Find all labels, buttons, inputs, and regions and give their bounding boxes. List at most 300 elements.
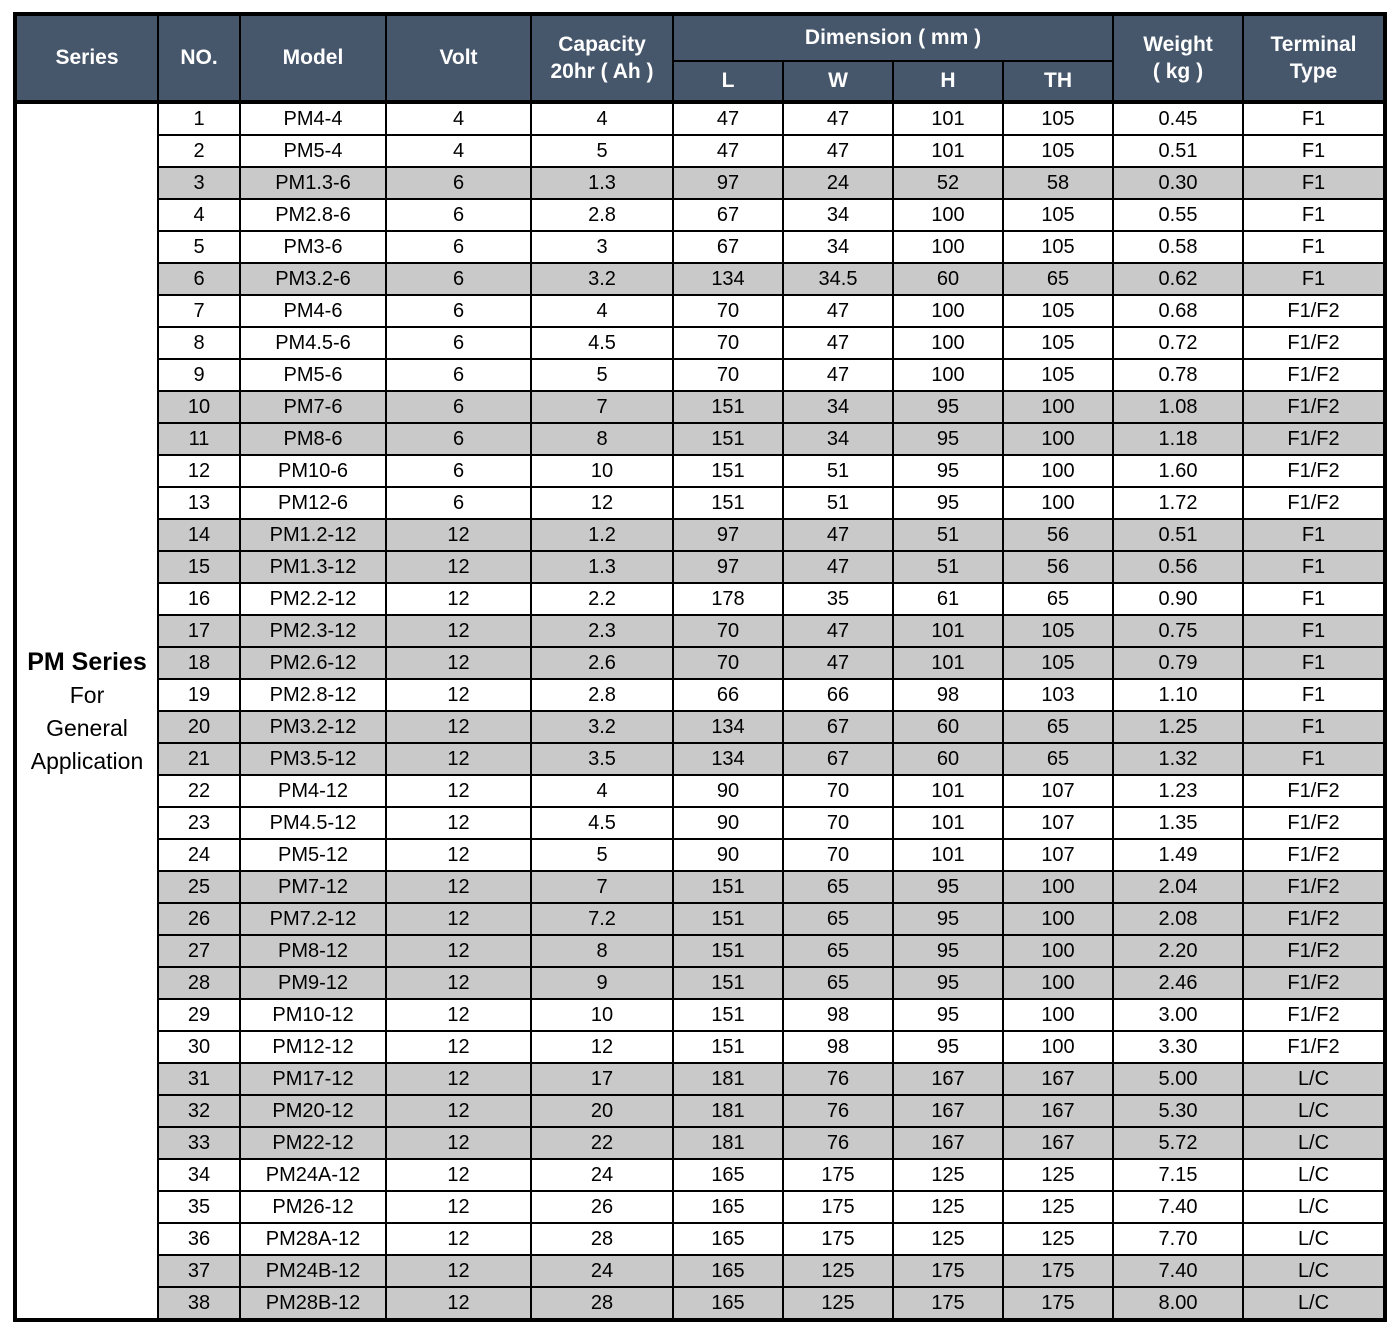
- cell-h: 100: [893, 359, 1003, 391]
- cell-volt: 12: [386, 1191, 531, 1223]
- cell-model: PM2.6-12: [240, 647, 386, 679]
- cell-l: 165: [673, 1191, 783, 1223]
- cell-weight: 7.40: [1113, 1191, 1243, 1223]
- cell-l: 178: [673, 583, 783, 615]
- table-row: [15, 102, 1385, 135]
- cell-capacity: 24: [531, 1255, 673, 1287]
- cell-no: 8: [158, 327, 240, 359]
- cell-terminal: F1: [1243, 102, 1385, 135]
- cell-model: PM8-12: [240, 935, 386, 967]
- cell-capacity: 26: [531, 1191, 673, 1223]
- cell-h: 175: [893, 1287, 1003, 1320]
- cell-terminal: F1/F2: [1243, 295, 1385, 327]
- cell-h: 95: [893, 967, 1003, 999]
- cell-terminal: F1: [1243, 199, 1385, 231]
- cell-capacity: 9: [531, 967, 673, 999]
- cell-no: 27: [158, 935, 240, 967]
- cell-weight: 7.15: [1113, 1159, 1243, 1191]
- cell-th: 100: [1003, 999, 1113, 1031]
- cell-volt: 12: [386, 647, 531, 679]
- cell-h: 98: [893, 679, 1003, 711]
- cell-weight: 5.00: [1113, 1063, 1243, 1095]
- cell-l: 47: [673, 102, 783, 135]
- cell-th: 103: [1003, 679, 1113, 711]
- cell-h: 100: [893, 295, 1003, 327]
- cell-h: 95: [893, 455, 1003, 487]
- cell-w: 47: [783, 359, 893, 391]
- cell-th: 56: [1003, 551, 1113, 583]
- cell-volt: 6: [386, 455, 531, 487]
- cell-volt: 12: [386, 999, 531, 1031]
- cell-th: 100: [1003, 423, 1113, 455]
- table-row: [15, 231, 1385, 263]
- cell-no: 28: [158, 967, 240, 999]
- cell-volt: 12: [386, 807, 531, 839]
- table-row: [15, 519, 1385, 551]
- cell-weight: 2.04: [1113, 871, 1243, 903]
- cell-volt: 12: [386, 583, 531, 615]
- cell-h: 52: [893, 167, 1003, 199]
- table-row: [15, 615, 1385, 647]
- cell-th: 175: [1003, 1255, 1113, 1287]
- cell-th: 100: [1003, 903, 1113, 935]
- table-row: [15, 679, 1385, 711]
- cell-th: 125: [1003, 1223, 1113, 1255]
- table-row: [15, 935, 1385, 967]
- series-subtitle-line: General: [46, 714, 128, 741]
- cell-h: 95: [893, 423, 1003, 455]
- cell-l: 165: [673, 1255, 783, 1287]
- cell-weight: 2.46: [1113, 967, 1243, 999]
- cell-h: 51: [893, 551, 1003, 583]
- table-row: [15, 583, 1385, 615]
- cell-l: 70: [673, 647, 783, 679]
- cell-th: 105: [1003, 647, 1113, 679]
- cell-h: 101: [893, 647, 1003, 679]
- cell-weight: 1.23: [1113, 775, 1243, 807]
- cell-model: PM17-12: [240, 1063, 386, 1095]
- cell-h: 60: [893, 743, 1003, 775]
- cell-th: 107: [1003, 775, 1113, 807]
- cell-model: PM2.8-6: [240, 199, 386, 231]
- cell-l: 151: [673, 903, 783, 935]
- cell-no: 7: [158, 295, 240, 327]
- cell-volt: 12: [386, 743, 531, 775]
- cell-capacity: 12: [531, 1031, 673, 1063]
- cell-volt: 12: [386, 1031, 531, 1063]
- cell-capacity: 7: [531, 871, 673, 903]
- cell-no: 16: [158, 583, 240, 615]
- cell-weight: 8.00: [1113, 1287, 1243, 1320]
- cell-th: 100: [1003, 935, 1113, 967]
- cell-l: 151: [673, 1031, 783, 1063]
- cell-w: 70: [783, 807, 893, 839]
- cell-th: 107: [1003, 807, 1113, 839]
- cell-w: 47: [783, 551, 893, 583]
- cell-volt: 12: [386, 1127, 531, 1159]
- cell-l: 181: [673, 1095, 783, 1127]
- cell-w: 47: [783, 102, 893, 135]
- cell-w: 98: [783, 999, 893, 1031]
- cell-th: 175: [1003, 1287, 1113, 1320]
- cell-weight: 1.08: [1113, 391, 1243, 423]
- cell-capacity: 4.5: [531, 327, 673, 359]
- table-row: [15, 1191, 1385, 1223]
- cell-w: 67: [783, 743, 893, 775]
- cell-l: 151: [673, 999, 783, 1031]
- cell-terminal: F1: [1243, 743, 1385, 775]
- cell-weight: 0.62: [1113, 263, 1243, 295]
- cell-volt: 12: [386, 1159, 531, 1191]
- cell-h: 100: [893, 231, 1003, 263]
- cell-no: 12: [158, 455, 240, 487]
- cell-no: 2: [158, 135, 240, 167]
- cell-weight: 0.30: [1113, 167, 1243, 199]
- table-row: [15, 871, 1385, 903]
- cell-l: 151: [673, 871, 783, 903]
- cell-capacity: 2.8: [531, 679, 673, 711]
- cell-h: 95: [893, 1031, 1003, 1063]
- cell-weight: 1.32: [1113, 743, 1243, 775]
- cell-no: 11: [158, 423, 240, 455]
- cell-l: 67: [673, 231, 783, 263]
- table-row: [15, 1095, 1385, 1127]
- cell-capacity: 4: [531, 102, 673, 135]
- cell-th: 105: [1003, 199, 1113, 231]
- cell-w: 34: [783, 391, 893, 423]
- cell-model: PM22-12: [240, 1127, 386, 1159]
- cell-capacity: 12: [531, 487, 673, 519]
- cell-h: 175: [893, 1255, 1003, 1287]
- cell-capacity: 5: [531, 135, 673, 167]
- cell-l: 70: [673, 615, 783, 647]
- table-row: [15, 1159, 1385, 1191]
- table-header: [15, 14, 1385, 102]
- col-header-dim-l: L: [673, 61, 783, 102]
- table-row: [15, 1287, 1385, 1320]
- cell-weight: 0.90: [1113, 583, 1243, 615]
- cell-l: 90: [673, 807, 783, 839]
- cell-w: 76: [783, 1127, 893, 1159]
- cell-h: 101: [893, 839, 1003, 871]
- cell-w: 67: [783, 711, 893, 743]
- cell-l: 151: [673, 423, 783, 455]
- table-row: [15, 295, 1385, 327]
- cell-no: 33: [158, 1127, 240, 1159]
- cell-model: PM8-6: [240, 423, 386, 455]
- cell-th: 65: [1003, 263, 1113, 295]
- cell-h: 95: [893, 999, 1003, 1031]
- cell-th: 105: [1003, 327, 1113, 359]
- cell-h: 95: [893, 487, 1003, 519]
- cell-th: 56: [1003, 519, 1113, 551]
- cell-capacity: 28: [531, 1223, 673, 1255]
- cell-h: 95: [893, 903, 1003, 935]
- cell-no: 13: [158, 487, 240, 519]
- cell-weight: 0.51: [1113, 519, 1243, 551]
- series-subtitle-line: Application: [30, 747, 144, 774]
- cell-w: 34: [783, 231, 893, 263]
- cell-terminal: F1: [1243, 551, 1385, 583]
- cell-l: 47: [673, 135, 783, 167]
- cell-terminal: F1/F2: [1243, 1031, 1385, 1063]
- table-row: [15, 391, 1385, 423]
- cell-th: 125: [1003, 1191, 1113, 1223]
- series-subtitle-line: For: [69, 681, 105, 708]
- table-row: [15, 647, 1385, 679]
- cell-model: PM3.5-12: [240, 743, 386, 775]
- cell-terminal: F1/F2: [1243, 839, 1385, 871]
- cell-weight: 5.30: [1113, 1095, 1243, 1127]
- cell-terminal: L/C: [1243, 1063, 1385, 1095]
- cell-th: 100: [1003, 487, 1113, 519]
- cell-terminal: F1/F2: [1243, 871, 1385, 903]
- col-header-dim-w: W: [783, 61, 893, 102]
- cell-th: 100: [1003, 455, 1113, 487]
- cell-volt: 12: [386, 1223, 531, 1255]
- cell-terminal: F1: [1243, 135, 1385, 167]
- cell-no: 26: [158, 903, 240, 935]
- table-row: [15, 263, 1385, 295]
- cell-th: 167: [1003, 1095, 1113, 1127]
- cell-h: 125: [893, 1223, 1003, 1255]
- cell-no: 1: [158, 102, 240, 135]
- cell-l: 181: [673, 1127, 783, 1159]
- cell-weight: 1.72: [1113, 487, 1243, 519]
- cell-no: 9: [158, 359, 240, 391]
- cell-h: 95: [893, 935, 1003, 967]
- table-row: [15, 1031, 1385, 1063]
- cell-w: 65: [783, 935, 893, 967]
- cell-th: 65: [1003, 711, 1113, 743]
- cell-terminal: F1/F2: [1243, 903, 1385, 935]
- cell-volt: 12: [386, 1095, 531, 1127]
- cell-weight: 7.70: [1113, 1223, 1243, 1255]
- cell-w: 76: [783, 1095, 893, 1127]
- cell-volt: 6: [386, 423, 531, 455]
- cell-l: 67: [673, 199, 783, 231]
- cell-h: 100: [893, 327, 1003, 359]
- col-header-model: Model: [240, 14, 386, 102]
- cell-no: 5: [158, 231, 240, 263]
- cell-volt: 6: [386, 263, 531, 295]
- cell-h: 125: [893, 1191, 1003, 1223]
- cell-model: PM3-6: [240, 231, 386, 263]
- cell-model: PM10-6: [240, 455, 386, 487]
- table-row: [15, 903, 1385, 935]
- cell-th: 125: [1003, 1159, 1113, 1191]
- cell-h: 95: [893, 871, 1003, 903]
- cell-l: 165: [673, 1223, 783, 1255]
- cell-capacity: 3: [531, 231, 673, 263]
- cell-th: 105: [1003, 295, 1113, 327]
- table-row: [15, 199, 1385, 231]
- cell-model: PM1.2-12: [240, 519, 386, 551]
- table-row: [15, 807, 1385, 839]
- cell-weight: 1.60: [1113, 455, 1243, 487]
- cell-terminal: L/C: [1243, 1127, 1385, 1159]
- cell-w: 47: [783, 295, 893, 327]
- terminal-header-line2: Type: [1289, 60, 1338, 83]
- cell-model: PM26-12: [240, 1191, 386, 1223]
- table-row: [15, 1127, 1385, 1159]
- cell-no: 24: [158, 839, 240, 871]
- cell-terminal: F1/F2: [1243, 487, 1385, 519]
- cell-model: PM4-12: [240, 775, 386, 807]
- cell-terminal: L/C: [1243, 1191, 1385, 1223]
- cell-capacity: 10: [531, 999, 673, 1031]
- table-row: [15, 1223, 1385, 1255]
- cell-l: 66: [673, 679, 783, 711]
- cell-volt: 12: [386, 551, 531, 583]
- cell-capacity: 1.3: [531, 551, 673, 583]
- cell-l: 70: [673, 359, 783, 391]
- table-row: [15, 551, 1385, 583]
- cell-weight: 0.78: [1113, 359, 1243, 391]
- cell-model: PM7.2-12: [240, 903, 386, 935]
- cell-weight: 1.25: [1113, 711, 1243, 743]
- cell-weight: 3.30: [1113, 1031, 1243, 1063]
- cell-th: 167: [1003, 1063, 1113, 1095]
- table-row: [15, 711, 1385, 743]
- cell-l: 151: [673, 935, 783, 967]
- cell-no: 6: [158, 263, 240, 295]
- col-header-capacity: [531, 14, 673, 102]
- cell-w: 34.5: [783, 263, 893, 295]
- cell-l: 90: [673, 775, 783, 807]
- cell-terminal: F1: [1243, 231, 1385, 263]
- table-row: [15, 167, 1385, 199]
- cell-terminal: F1: [1243, 519, 1385, 551]
- cell-weight: 5.72: [1113, 1127, 1243, 1159]
- table-row: [15, 327, 1385, 359]
- cell-w: 51: [783, 487, 893, 519]
- cell-volt: 12: [386, 935, 531, 967]
- table-row: [15, 1255, 1385, 1287]
- cell-th: 100: [1003, 871, 1113, 903]
- cell-h: 100: [893, 199, 1003, 231]
- cell-th: 105: [1003, 135, 1113, 167]
- weight-header-line2: ( kg ): [1152, 60, 1204, 83]
- cell-model: PM2.2-12: [240, 583, 386, 615]
- cell-l: 151: [673, 487, 783, 519]
- cell-capacity: 10: [531, 455, 673, 487]
- cell-model: PM3.2-12: [240, 711, 386, 743]
- cell-h: 167: [893, 1095, 1003, 1127]
- cell-l: 181: [673, 1063, 783, 1095]
- series-title: PM Series: [27, 647, 147, 676]
- cell-h: 51: [893, 519, 1003, 551]
- cell-model: PM4-6: [240, 295, 386, 327]
- cell-terminal: F1/F2: [1243, 807, 1385, 839]
- cell-volt: 6: [386, 295, 531, 327]
- col-header-weight: [1113, 14, 1243, 102]
- cell-volt: 12: [386, 839, 531, 871]
- cell-w: 98: [783, 1031, 893, 1063]
- cell-weight: 0.45: [1113, 102, 1243, 135]
- cell-model: PM2.8-12: [240, 679, 386, 711]
- cell-no: 37: [158, 1255, 240, 1287]
- cell-capacity: 4: [531, 775, 673, 807]
- cell-capacity: 3.2: [531, 711, 673, 743]
- cell-no: 23: [158, 807, 240, 839]
- cell-capacity: 17: [531, 1063, 673, 1095]
- cell-capacity: 8: [531, 423, 673, 455]
- cell-capacity: 2.8: [531, 199, 673, 231]
- table-row: [15, 487, 1385, 519]
- cell-h: 167: [893, 1063, 1003, 1095]
- cell-model: PM28A-12: [240, 1223, 386, 1255]
- cell-no: 14: [158, 519, 240, 551]
- terminal-header-line1: Terminal: [1270, 33, 1357, 56]
- cell-terminal: F1/F2: [1243, 935, 1385, 967]
- cell-volt: 6: [386, 487, 531, 519]
- cell-capacity: 2.3: [531, 615, 673, 647]
- cell-th: 65: [1003, 583, 1113, 615]
- cell-th: 65: [1003, 743, 1113, 775]
- cell-th: 105: [1003, 102, 1113, 135]
- cell-w: 47: [783, 647, 893, 679]
- cell-capacity: 3.5: [531, 743, 673, 775]
- cell-volt: 12: [386, 519, 531, 551]
- cell-w: 70: [783, 839, 893, 871]
- cell-volt: 4: [386, 135, 531, 167]
- cell-no: 19: [158, 679, 240, 711]
- cell-volt: 12: [386, 711, 531, 743]
- cell-weight: 0.68: [1113, 295, 1243, 327]
- cell-w: 66: [783, 679, 893, 711]
- table-row: [15, 423, 1385, 455]
- cell-no: 38: [158, 1287, 240, 1320]
- cell-volt: 6: [386, 231, 531, 263]
- cell-l: 134: [673, 263, 783, 295]
- cell-no: 17: [158, 615, 240, 647]
- cell-l: 134: [673, 743, 783, 775]
- cell-weight: 7.40: [1113, 1255, 1243, 1287]
- cell-capacity: 8: [531, 935, 673, 967]
- cell-capacity: 5: [531, 839, 673, 871]
- cell-model: PM24A-12: [240, 1159, 386, 1191]
- cell-volt: 12: [386, 1287, 531, 1320]
- cell-l: 97: [673, 551, 783, 583]
- cell-weight: 0.79: [1113, 647, 1243, 679]
- cell-th: 105: [1003, 359, 1113, 391]
- cell-w: 24: [783, 167, 893, 199]
- cell-volt: 6: [386, 327, 531, 359]
- table-row: [15, 999, 1385, 1031]
- cell-l: 97: [673, 519, 783, 551]
- cell-no: 3: [158, 167, 240, 199]
- cell-model: PM5-4: [240, 135, 386, 167]
- cell-w: 70: [783, 775, 893, 807]
- cell-th: 58: [1003, 167, 1113, 199]
- cell-model: PM5-6: [240, 359, 386, 391]
- cell-model: PM5-12: [240, 839, 386, 871]
- cell-volt: 6: [386, 359, 531, 391]
- cell-weight: 3.00: [1113, 999, 1243, 1031]
- col-header-dimension: Dimension ( mm ): [673, 14, 1113, 61]
- cell-model: PM10-12: [240, 999, 386, 1031]
- cell-w: 51: [783, 455, 893, 487]
- cell-terminal: F1: [1243, 679, 1385, 711]
- cell-capacity: 3.2: [531, 263, 673, 295]
- cell-volt: 12: [386, 903, 531, 935]
- cell-terminal: F1/F2: [1243, 999, 1385, 1031]
- col-header-dim-th: TH: [1003, 61, 1113, 102]
- cell-w: 65: [783, 903, 893, 935]
- cell-capacity: 7.2: [531, 903, 673, 935]
- cell-th: 100: [1003, 391, 1113, 423]
